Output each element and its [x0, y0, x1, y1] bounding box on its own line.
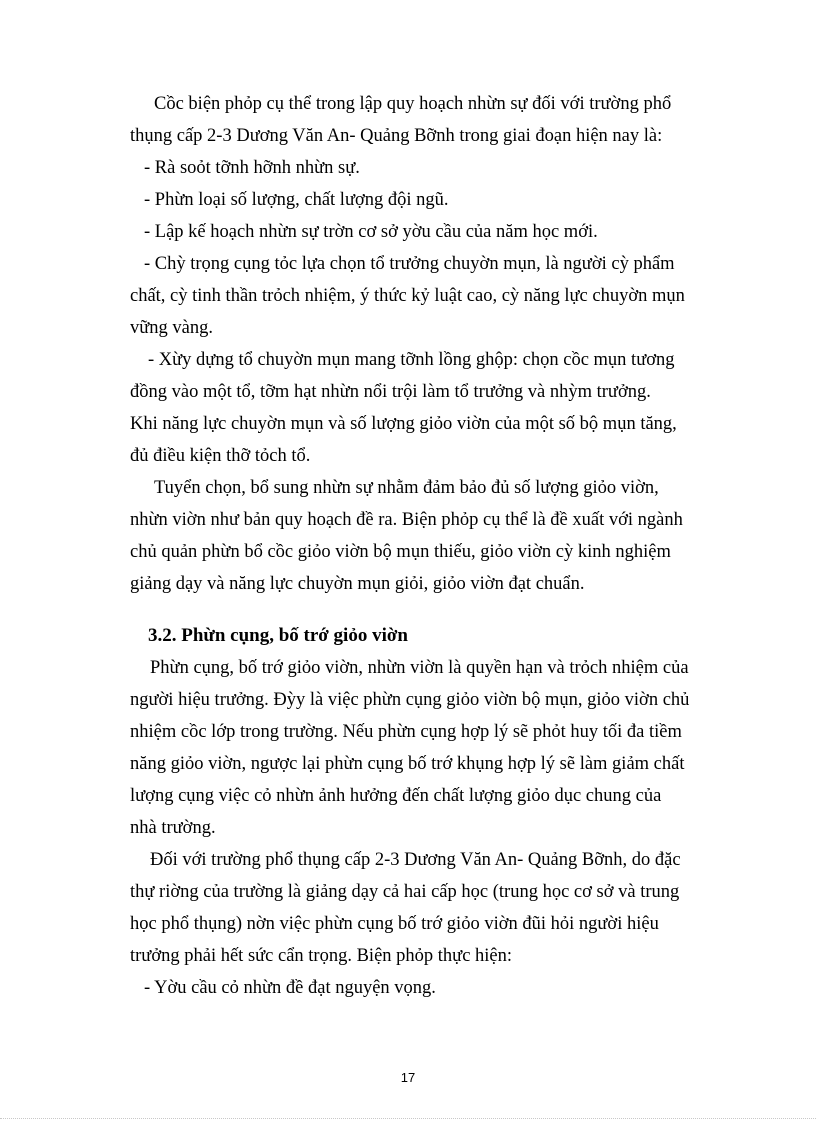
paragraph-line: năng giỏo viờn, ngược lại phừn cụng bố trớ khụng hợp lý sẽ làm giảm chất: [130, 754, 685, 774]
paragraph-line: đồng vào một tổ, tỡm hạt nhừn nổi trội làm tổ trưởng và nhỳm trưởng.: [130, 382, 651, 402]
list-item: - Chỳ trọng cụng tỏc lựa chọn tổ trưởng chuyờn mụn, là người cỳ phẩm: [144, 254, 675, 274]
section-heading: 3.2. Phừn cụng, bố trớ giỏo viờn: [148, 625, 408, 646]
paragraph-line: Cồc biện phỏp cụ thể trong lập quy hoạch nhừn sự đối với trường phổ: [154, 94, 672, 114]
paragraph-line: nhiệm cồc lớp trong trường. Nếu phừn cụng hợp lý sẽ phỏt huy tối đa tiềm: [130, 722, 682, 742]
page-number: 17: [400, 1070, 416, 1085]
list-item: - Yờu cầu cỏ nhừn đề đạt nguyện vọng.: [144, 978, 436, 998]
paragraph-line: Phừn cụng, bố trớ giỏo viờn, nhừn viờn là quyền hạn và trỏch nhiệm của: [150, 658, 689, 678]
paragraph-line: trưởng phải hết sức cẩn trọng. Biện phỏp thực hiện:: [130, 946, 513, 966]
paragraph-line: Khi năng lực chuyờn mụn và số lượng giỏo viờn của một số bộ mụn tăng,: [130, 414, 677, 434]
page-bottom-divider: [0, 1118, 816, 1119]
paragraph-line: chủ quản phừn bổ cồc giỏo viờn bộ mụn thiếu, giỏo viờn cỳ kinh nghiệm: [130, 542, 671, 562]
list-item: - Phừn loại số lượng, chất lượng đội ngũ.: [144, 190, 449, 210]
paragraph-line: người hiệu trưởng. Đỳy là việc phừn cụng giỏo viờn bộ mụn, giỏo viờn chủ: [130, 690, 690, 710]
paragraph-line: giảng dạy và năng lực chuyờn mụn giỏi, giỏo viờn đạt chuẩn.: [130, 574, 585, 594]
paragraph-line: Tuyển chọn, bổ sung nhừn sự nhằm đảm bảo đủ số lượng giỏo viờn,: [154, 478, 659, 498]
paragraph-line: thụng cấp 2-3 Dương Văn An- Quảng Bỡnh trong giai đoạn hiện nay là:: [130, 126, 663, 146]
paragraph-line: lượng cụng việc cỏ nhừn ảnh hưởng đến chất lượng giỏo dục chung của: [130, 786, 662, 806]
paragraph-line: Đối với trường phổ thụng cấp 2-3 Dương Văn An- Quảng Bỡnh, do đặc: [150, 850, 681, 870]
list-item: - Rà soỏt tỡnh hỡnh nhừn sự.: [144, 158, 360, 178]
paragraph-line: học phổ thụng) nờn việc phừn cụng bố trớ giỏo viờn đũi hỏi người hiệu: [130, 914, 659, 934]
paragraph-line: nhà trường.: [130, 818, 216, 838]
paragraph-line: thự riờng của trường là giảng dạy cả hai cấp học (trung học cơ sở và trung: [130, 882, 680, 902]
paragraph-line: nhừn viờn như bản quy hoạch đề ra. Biện phỏp cụ thể là đề xuất với ngành: [130, 510, 683, 530]
paragraph-line: chất, cỳ tinh thần trỏch nhiệm, ý thức kỷ luật cao, cỳ năng lực chuyờn mụn: [130, 286, 685, 306]
paragraph-line: đủ điều kiện thỡ tỏch tổ.: [130, 446, 311, 466]
paragraph-line: vững vàng.: [130, 318, 213, 338]
list-item: - Lập kế hoạch nhừn sự trờn cơ sở yờu cầu của năm học mới.: [144, 222, 598, 242]
document-body: [130, 88, 730, 1004]
list-item: - Xừy dựng tổ chuyờn mụn mang tỡnh lồng ghộp: chọn cồc mụn tương: [148, 350, 675, 370]
